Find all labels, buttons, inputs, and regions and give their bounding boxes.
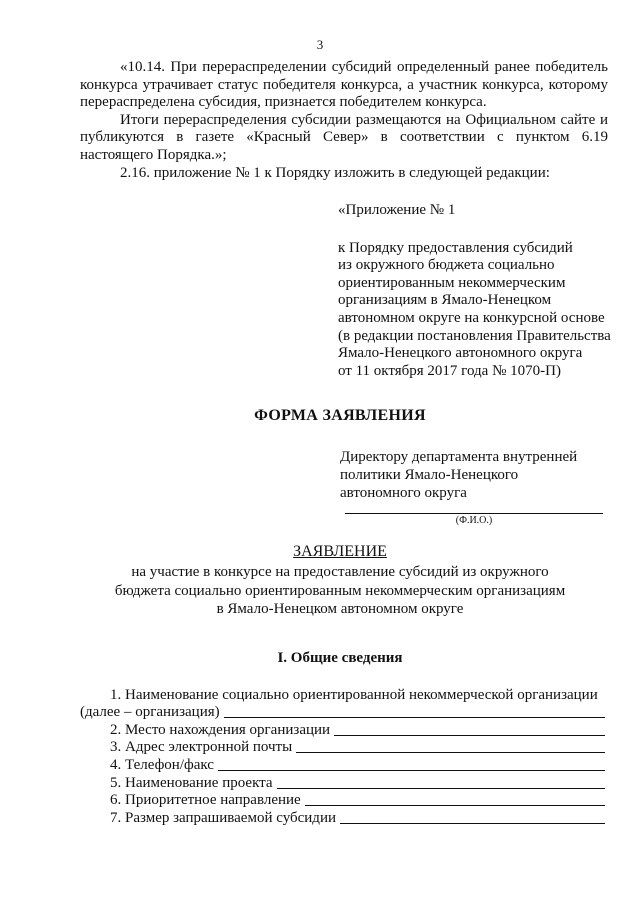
appendix-line: ориентированным некоммерческим [338, 274, 566, 291]
appendix-line: из окружного бюджета социально [338, 257, 555, 274]
field-label: 2. Место нахождения организации [110, 721, 331, 738]
appendix-line: автономном округе на конкурсной основе [338, 309, 605, 326]
appendix-block [338, 202, 628, 380]
field-label: 5. Наименование проекта [110, 774, 273, 791]
appendix-line: организациям в Ямало-Ненецком [338, 292, 552, 309]
form-fields [80, 686, 605, 827]
addressee-block [340, 448, 620, 502]
subtitle-line: на участие в конкурсе на предоставление субсидий из окружного [131, 564, 549, 580]
subsidy-amount-input-line[interactable] [340, 823, 605, 824]
subtitle-line: бюджета социально ориентированным некоммерческим организациям [114, 582, 566, 599]
field-label: 1. Наименование социально ориентированной некоммерческой организации [110, 686, 598, 703]
location-input-line[interactable] [334, 735, 605, 736]
field-org-name[interactable] [80, 704, 605, 722]
paragraph: 2.16. приложение № 1 к Порядку изложить в следующей редакции: [120, 164, 550, 181]
fio-signature-line [345, 513, 603, 514]
field-email[interactable] [80, 739, 605, 757]
field-project-name[interactable] [80, 774, 605, 792]
field-location[interactable] [80, 721, 605, 739]
field-label: 6. Приоритетное направление [110, 792, 301, 809]
org-name-input-line[interactable] [224, 717, 605, 718]
appendix-line: к Порядку предоставления субсидий [338, 239, 573, 256]
appendix-heading: «Приложение № 1 [338, 202, 456, 218]
appendix-line: (в редакции постановления Правительства [338, 327, 611, 344]
subtitle-line: в Ямало-Ненецком автономном округе [216, 601, 464, 617]
field-label: 4. Телефон/факс [110, 756, 214, 773]
application-subtitle [0, 563, 640, 619]
addressee-line: политики Ямало-Ненецкого [340, 467, 519, 483]
paragraph: «10.14. При перераспределении субсидий определенный ранее победитель конкурса утрачивает статус победителя конкурса, а участник конкурса, которому перераспределена субсидия, признается победителем конкурса. [80, 59, 608, 111]
field-phone-fax[interactable] [80, 756, 605, 774]
field-label: (далее – организация) [80, 704, 220, 721]
priority-direction-input-line[interactable] [305, 805, 605, 806]
fio-label: (Ф.И.О.) [455, 515, 493, 526]
form-title: ФОРМА ЗАЯВЛЕНИЯ [254, 407, 426, 424]
paragraph: Итоги перераспределения субсидии размещаются на Официальном сайте и публикуются в газете «Красный Север» в соответствии с пунктом 6.19 настоящего Порядка.»; [80, 111, 608, 163]
project-name-input-line[interactable] [277, 788, 605, 789]
phone-fax-input-line[interactable] [218, 770, 605, 771]
field-priority-direction[interactable] [80, 792, 605, 810]
addressee-line: автономного округа [340, 485, 467, 501]
field-org-name-label [80, 686, 605, 704]
field-label: 7. Размер запрашиваемой субсидии [110, 809, 336, 826]
field-label: 3. Адрес электронной почты [110, 739, 293, 756]
email-input-line[interactable] [296, 752, 605, 753]
body-text [80, 59, 608, 182]
appendix-line: Ямало-Ненецкого автономного округа [338, 345, 583, 362]
page-number: 3 [316, 37, 324, 52]
section-title: I. Общие сведения [277, 650, 403, 666]
field-subsidy-amount[interactable] [80, 809, 605, 827]
appendix-line: от 11 октября 2017 года № 1070-П) [338, 362, 561, 379]
addressee-line: Директору департамента внутренней [340, 449, 578, 465]
application-title: ЗАЯВЛЕНИЕ [293, 543, 387, 560]
